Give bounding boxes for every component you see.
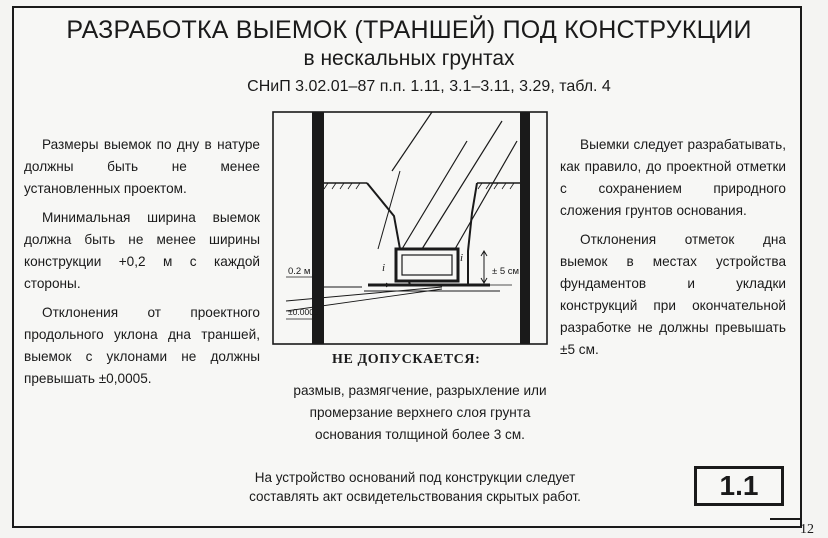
slope-label: ±0.0005 [288, 307, 319, 317]
trench-diagram [272, 111, 548, 345]
trench-right-slope [468, 183, 477, 285]
width-label: 0.2 м [288, 266, 311, 277]
slope-line [286, 287, 442, 301]
right-paragraph: Выемки следует разрабатывать, как правило, до проектной отметки с сохранением природного сложения грунтов основания. [560, 137, 786, 218]
footer-note-line: На устройство оснований под конструкции следует [254, 470, 576, 485]
left-paragraph: Размеры выемок по дну в натуре должны быть не менее установленных проектом. [24, 137, 260, 196]
not-allowed-text [270, 380, 570, 446]
page-number-rule [770, 518, 800, 520]
perspective-line [392, 112, 432, 171]
footer-note-line: составлять акт освидетельствования скрытых работ. [249, 489, 581, 504]
page-number: 12 [800, 522, 814, 537]
right-paragraph: Отклонения отметок дна выемок в местах устройства фундаментов и укладки конструкций при окончательной разработке не должны превышать ±5 см. [560, 232, 786, 357]
left-text-column [24, 134, 260, 397]
not-allowed-line: размыв, размягчение, разрыхление или [293, 383, 547, 398]
sheet-number-badge: 1.1 [694, 466, 784, 506]
structure-box [396, 249, 458, 281]
not-allowed-line: основания толщиной более 3 см. [315, 427, 525, 442]
footer-note [200, 468, 630, 506]
regulation-reference: СНиП 3.02.01–87 п.п. 1.11, 3.1–3.11, 3.29, табл. 4 [247, 78, 611, 95]
tolerance-label: ± 5 см [492, 266, 520, 277]
not-allowed-title: НЕ ДОПУСКАЕТСЯ: [332, 352, 481, 367]
left-paragraph: Отклонения от проектного продольного уклона дна траншей, выемок с уклонами не должны превышать ±0,0005. [24, 305, 260, 386]
ground-hatch [324, 183, 514, 189]
slope-mark-right: i [460, 252, 464, 264]
page-title: РАЗРАБОТКА ВЫЕМОК (ТРАНШЕЙ) ПОД КОНСТРУКЦИИ [66, 16, 752, 44]
right-text-column [560, 134, 786, 368]
left-paragraph: Минимальная ширина выемок должна быть не менее ширины конструкции +0,2 м с каждой стороны. [24, 210, 260, 291]
right-wall [520, 112, 530, 344]
slope-mark-left: i [382, 262, 386, 274]
not-allowed-line: промерзание верхнего слоя грунта [309, 405, 531, 420]
page-subtitle: в нескальных грунтах [303, 47, 515, 70]
